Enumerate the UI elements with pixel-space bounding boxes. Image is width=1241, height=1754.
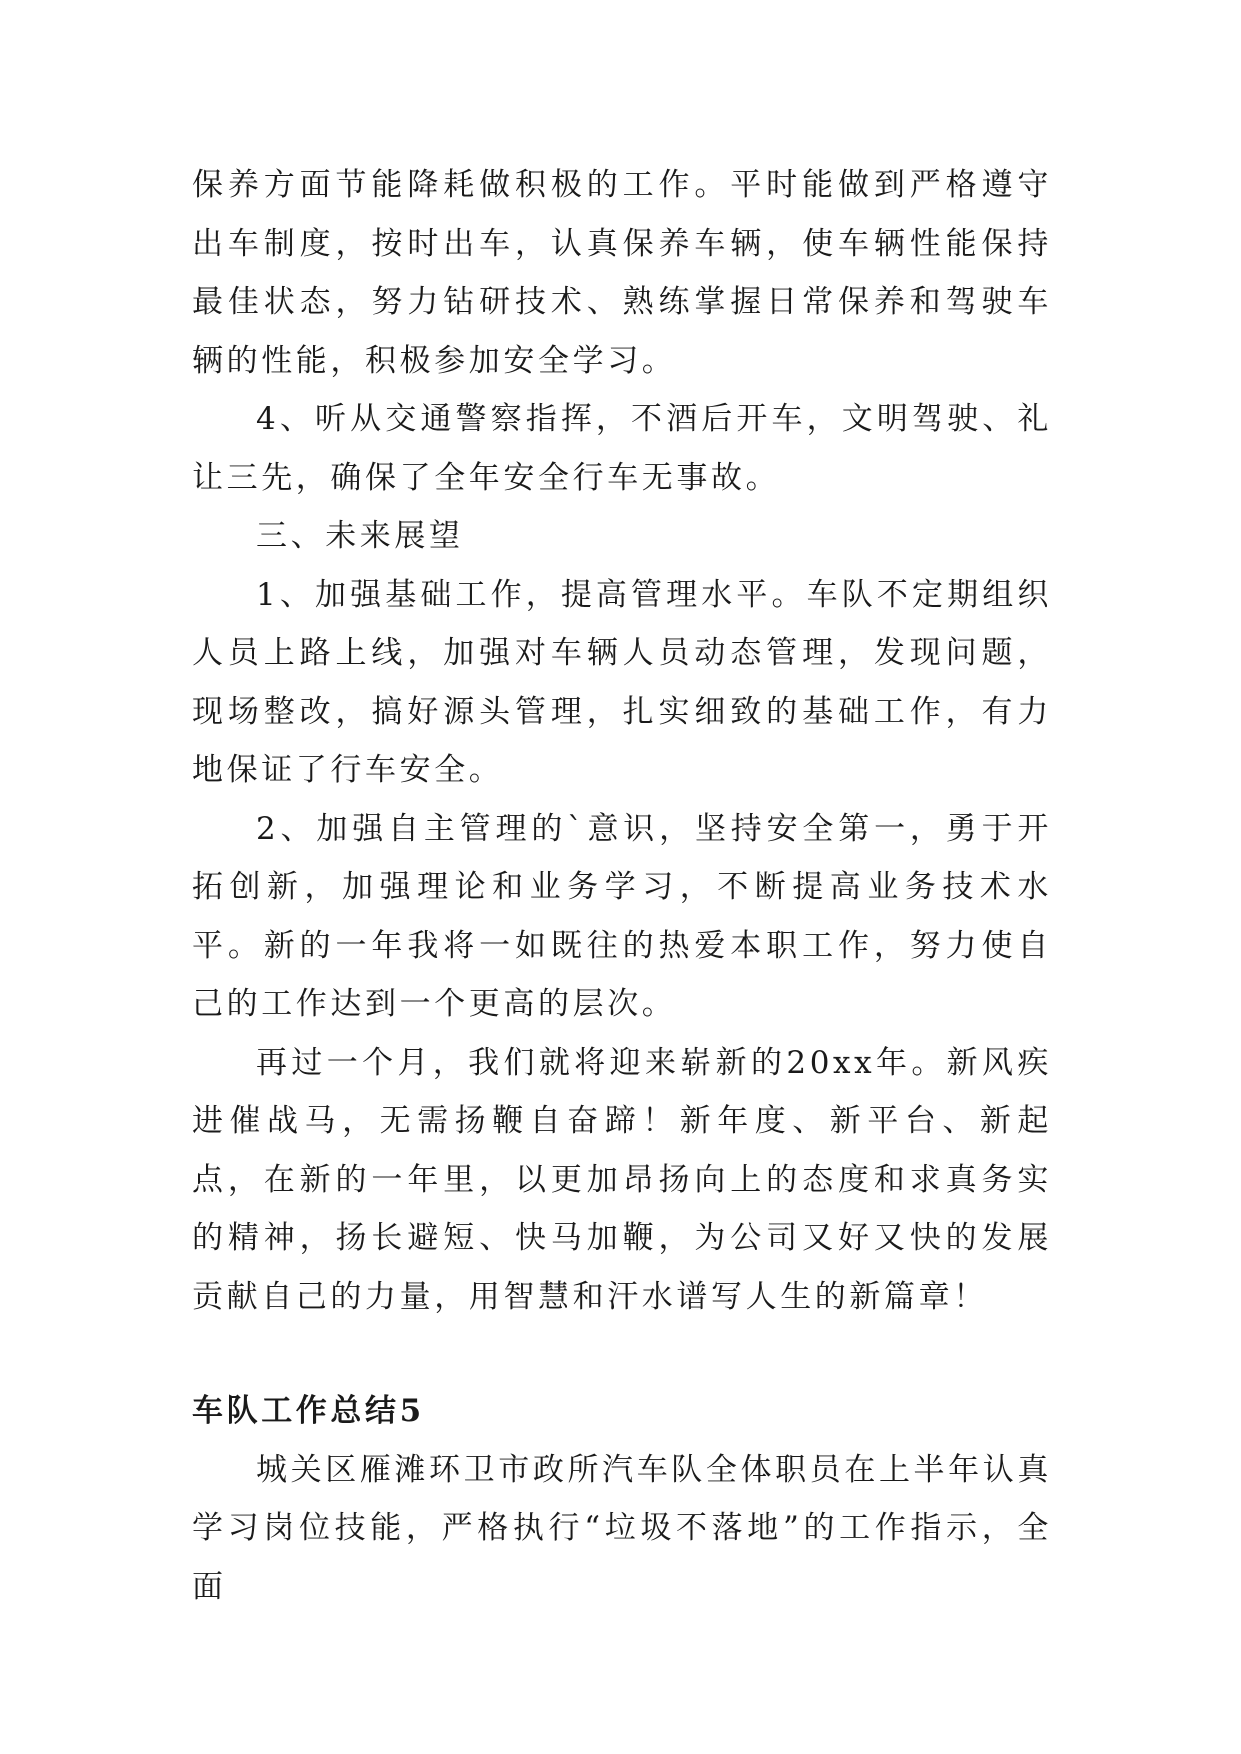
paragraph-maintenance: 保养方面节能降耗做积极的工作。平时能做到严格遵守出车制度，按时出车，认真保养车辆，使车辆性能保持最佳状态，努力钻研技术、熟练掌握日常保养和驾驶车辆的性能，积极参加安全学习。 <box>192 167 1052 379</box>
paragraph-new-year: 再过一个月，我们就将迎来崭新的20xx年。新风疾进催战马，无需扬鞭自奋蹄！新年度、新平台、新起点，在新的一年里，以更加昂扬向上的态度和求真务实的精神，扬长避短、快马加鞭，为公司又好又快的发展贡献自己的力量，用智慧和汗水谱写人生的新篇章！ <box>192 1044 1052 1315</box>
heading-future-outlook: 三、未来展望 <box>256 518 464 554</box>
paragraph-item-4: 4、听从交通警察指挥，不酒后开车，文明驾驶、礼让三先，确保了全年安全行车无事故。 <box>192 401 1052 496</box>
paragraph-outlook-1: 1、加强基础工作，提高管理水平。车队不定期组织人员上路上线，加强对车辆人员动态管理，发现问题，现场整改，搞好源头管理，扎实细致的基础工作，有力地保证了行车安全。 <box>192 576 1052 788</box>
paragraph-section5-intro: 城关区雁滩环卫市政所汽车队全体职员在上半年认真学习岗位技能，严格执行“垃圾不落地”的工作指示，全面 <box>192 1451 1052 1605</box>
document-body <box>192 156 1052 1616</box>
section-title: 车队工作总结5 <box>192 1393 425 1429</box>
paragraph-outlook-2: 2、加强自主管理的`意识，坚持安全第一，勇于开拓创新，加强理论和业务学习，不断提高业务技术水平。新的一年我将一如既往的热爱本职工作，努力使自己的工作达到一个更高的层次。 <box>192 810 1052 1022</box>
